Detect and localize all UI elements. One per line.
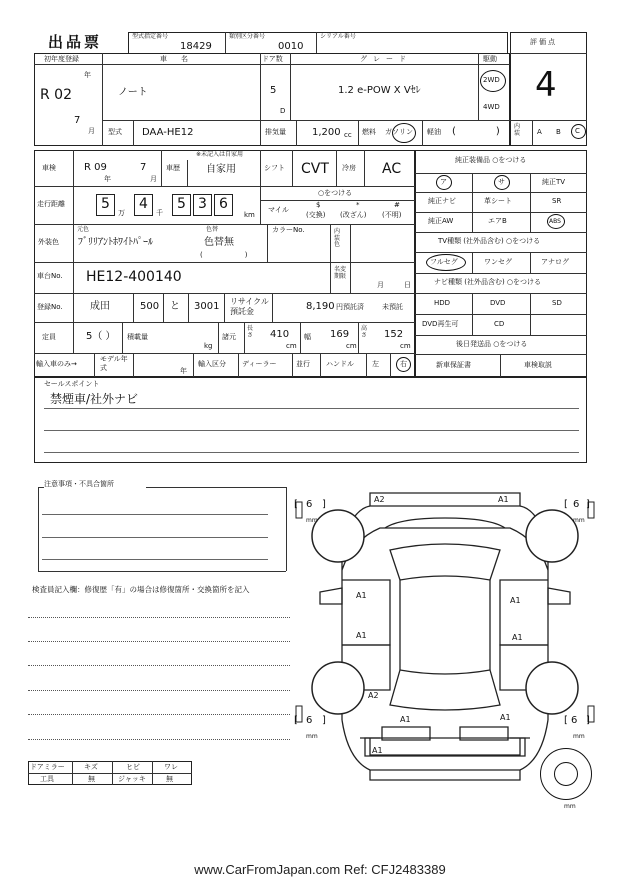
sales-label: セールスポイント xyxy=(44,380,100,388)
mileage-opt-exchange: (交換) xyxy=(306,211,326,219)
model-value: DAA-HE12 xyxy=(142,127,194,138)
mileage-digit-1: 5 xyxy=(101,196,110,212)
missing-jack: ジャッキ xyxy=(118,775,146,783)
tv-title: TV種類 (社外品含む) ○をつける xyxy=(438,237,541,245)
equip-sr: SR xyxy=(552,197,562,205)
shaken-month: 7 xyxy=(140,162,147,173)
navi-hdd: HDD xyxy=(434,299,451,307)
mark-rear-panel-left: A1 xyxy=(400,715,411,724)
drive-2wd: 2WD xyxy=(483,76,500,84)
first-reg-era: R 02 xyxy=(40,87,72,103)
fuel-value: ガソリン xyxy=(385,128,413,136)
dims-label: 諸元 xyxy=(222,333,236,341)
mileage-digit-2: 4 xyxy=(139,196,148,212)
grade-label: グレード xyxy=(360,55,412,63)
mileage-digit-4: 3 xyxy=(198,196,207,212)
displacement-label: 排気量 xyxy=(265,128,286,136)
height-value: 152 xyxy=(384,329,404,340)
length-label: 長さ xyxy=(247,325,254,339)
tire-depth-fl: 6 xyxy=(306,499,313,510)
tv-oneseg: ワンセグ xyxy=(484,258,512,266)
sheet-title: 出品票 xyxy=(48,33,103,51)
fuel-label: 燃料 xyxy=(362,128,376,136)
later-title: 後日発送品 ○をつける xyxy=(456,340,528,348)
handle-label: ハンドル xyxy=(326,360,354,368)
interior-color-label: 内装色 xyxy=(334,228,341,249)
reg-kana: と xyxy=(170,301,180,312)
color-label: 外装色 xyxy=(38,238,59,246)
reg-label: 登録No. xyxy=(37,303,63,311)
missing-tools-val: 無 xyxy=(88,775,95,783)
recycle-label: リサイクル預託金 xyxy=(230,297,269,317)
handle-right: 右 xyxy=(400,360,407,368)
ac-value: AC xyxy=(382,161,402,177)
capacity-value: 5（ ） xyxy=(86,331,116,342)
later-manual: 車検取説 xyxy=(524,361,552,369)
usage-note: ※未記入は自家用 xyxy=(196,151,244,158)
interior-b: B xyxy=(556,128,561,136)
tire-depth-fr: 6 xyxy=(573,499,580,510)
model-cert-label: 型式指定番号 xyxy=(132,33,169,40)
import-class-label: 輸入区分 xyxy=(198,360,226,368)
displacement-value: 1,200 xyxy=(312,127,341,138)
navi-sd: SD xyxy=(552,299,562,307)
mark-rear-panel-right: A1 xyxy=(500,713,511,722)
orig-color-label: 元色 xyxy=(77,226,90,233)
color-no-label: カラーNo. xyxy=(272,226,305,234)
score-label: 評価点 xyxy=(530,38,557,46)
recycle-fee: 8,190 xyxy=(306,301,335,312)
equip-ac: ア xyxy=(440,178,447,186)
shaken-label: 車検 xyxy=(42,164,56,172)
light-oil-label: 軽油 xyxy=(427,128,441,136)
tire-depth-rl: 6 xyxy=(306,715,313,726)
interior-label: 内装 xyxy=(514,123,521,137)
chassis-value: HE12-400140 xyxy=(86,269,182,285)
model-cert-no: 18429 xyxy=(180,41,212,52)
reg-num: 3001 xyxy=(194,301,220,312)
attention-label: 注意事項・不具合箇所 xyxy=(44,480,114,488)
height-label: 高さ xyxy=(361,325,368,339)
usage-value: 自家用 xyxy=(206,164,236,175)
width-label: 幅 xyxy=(304,333,311,341)
drive-label: 駆動 xyxy=(483,55,497,63)
shaken-era: R 09 xyxy=(84,162,107,173)
grade-value: 1.2 e-POW X Vｾﾚ xyxy=(338,85,421,96)
mileage-digit-3: 5 xyxy=(177,196,186,212)
class-label: 類別区分番号 xyxy=(229,33,266,40)
car-name-label: 車名 xyxy=(160,55,202,63)
interior-c: C xyxy=(575,127,580,135)
model-year-label: モデル年式 xyxy=(100,355,128,373)
missing-tools: 工具 xyxy=(40,775,54,783)
usage-label: 車歴 xyxy=(166,164,180,172)
color-change: 色替無 xyxy=(204,237,234,248)
missing-break: ワレ xyxy=(164,763,178,771)
equip-aw: 純正AW xyxy=(428,217,454,225)
navi-dvd-play: DVD再生可 xyxy=(422,320,459,328)
missing-jack-val: 無 xyxy=(166,775,173,783)
sales-text: 禁煙車/社外ナビ xyxy=(50,392,139,406)
tv-fullseg: フルセグ xyxy=(430,258,458,266)
mileage-label: 走行距離 xyxy=(37,200,65,208)
sales-box xyxy=(34,377,587,463)
mileage-opt-unknown: (不明) xyxy=(382,211,402,219)
class-no: 0010 xyxy=(278,41,304,52)
equip-sunroof-mark: サ xyxy=(498,178,505,186)
navi-dvd: DVD xyxy=(490,299,506,307)
name-change-label: 名変期限 xyxy=(334,266,347,281)
model-label: 型式 xyxy=(108,128,122,136)
length-value: 410 xyxy=(270,329,290,340)
import-label: 輸入車のみ→ xyxy=(36,360,77,368)
shift-value: CVT xyxy=(301,161,329,177)
car-name: ノート xyxy=(118,87,148,98)
chassis-label: 車台No. xyxy=(37,272,63,280)
import-parallel: 並行 xyxy=(296,360,310,368)
navi-title: ナビ種類 (社外品含む) ○をつける xyxy=(434,278,542,286)
missing-scratch: キズ xyxy=(84,763,98,771)
equip-leather: 革シート xyxy=(484,197,512,205)
score-value: 4 xyxy=(535,65,557,105)
navi-cd: CD xyxy=(494,320,505,328)
mileage-digit-5: 6 xyxy=(219,196,228,212)
mark-rear-fender-left: A2 xyxy=(368,691,379,700)
interior-a: A xyxy=(537,128,542,136)
capacity-label: 定員 xyxy=(42,333,56,341)
genuine-title: 純正装備品 ○をつける xyxy=(455,156,527,164)
body-outline xyxy=(342,506,548,570)
ac-label: 冷房 xyxy=(342,164,356,172)
mark-front-door-right: A1 xyxy=(510,596,521,605)
doors-value: 5 xyxy=(270,85,277,96)
footer-reference: www.CarFromJapan.com Ref: CFJ2483389 xyxy=(194,862,446,877)
serial-label: シリアル番号 xyxy=(320,33,356,40)
tire-depth-rr: 6 xyxy=(571,715,578,726)
mileage-opt-altered: (改ざん) xyxy=(340,211,367,219)
mark-front-bumper-left: A2 xyxy=(374,495,385,504)
equip-abs: ABS xyxy=(549,218,561,225)
width-value: 169 xyxy=(330,329,350,340)
equip-tv: 純正TV xyxy=(542,178,566,186)
mark-front-bumper-right: A1 xyxy=(498,495,509,504)
equip-airbag: エアB xyxy=(488,217,507,225)
tv-analog: アナログ xyxy=(541,258,569,266)
first-reg-month: 7 xyxy=(74,115,81,126)
first-reg-label: 初年度登録 xyxy=(44,55,79,63)
color-value: ﾌﾞﾘﾘｱﾝﾄﾎﾜｲﾄﾊﾟｰﾙ xyxy=(78,237,153,248)
reg-class: 500 xyxy=(140,301,160,312)
shift-label: シフト xyxy=(264,164,285,172)
mileage-mark-title: ○をつける xyxy=(318,189,353,197)
mileage-opt-mile: マイル xyxy=(268,206,289,214)
mark-rear-bumper: A1 xyxy=(372,746,383,755)
mark-front-door-left: A1 xyxy=(356,591,367,600)
later-warranty: 新車保証書 xyxy=(436,361,471,369)
handle-left: 左 xyxy=(372,360,379,368)
equip-navi: 純正ナビ xyxy=(428,197,456,205)
missing-crack: ヒビ xyxy=(126,763,140,771)
drive-4wd: 4WD xyxy=(483,103,500,111)
doors-label: ドア数 xyxy=(262,55,283,63)
reg-area: 成田 xyxy=(90,301,110,312)
load-label: 積載量 xyxy=(127,333,148,341)
inspector-label: 検査員記入欄：修復歴「有」の場合は修復箇所・交換箇所を記入 xyxy=(32,585,250,594)
mark-rear-door-right: A1 xyxy=(512,633,523,642)
import-dealer: ディーラー xyxy=(242,360,277,368)
mark-rear-door-left: A1 xyxy=(356,631,367,640)
missing-mirror: ドアミラー xyxy=(30,763,65,771)
